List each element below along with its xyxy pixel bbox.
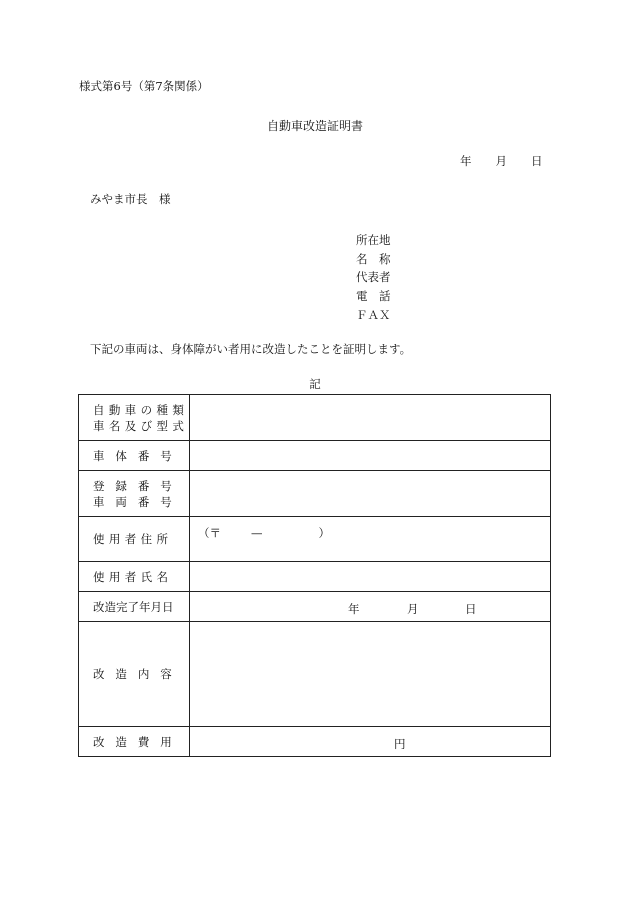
date-day-label: 日 <box>531 154 543 168</box>
postal-open: （〒 <box>198 526 221 540</box>
modification-label-cell <box>79 622 190 727</box>
vehicle-type-label: 自動車の種類 <box>93 402 189 417</box>
body-number-label-cell <box>79 441 190 471</box>
registration-number-label: 登録番号 <box>93 478 183 493</box>
applicant-representative-label: 代表者 <box>356 270 391 285</box>
user-name-label-cell <box>79 562 190 592</box>
registration-number-field[interactable] <box>190 471 551 517</box>
table-row <box>79 562 551 592</box>
user-name-field[interactable] <box>190 562 551 592</box>
modification-field[interactable] <box>190 622 551 727</box>
user-address-field[interactable] <box>190 517 551 562</box>
completion-month-label: 月 <box>407 602 419 616</box>
applicant-phone-label: 電 話 <box>356 289 391 304</box>
date-month-label: 月 <box>495 154 507 168</box>
postal-code-field[interactable] <box>198 525 330 541</box>
cost-field[interactable] <box>190 727 551 757</box>
user-address-label: 使用者住所 <box>93 532 173 546</box>
user-name-label: 使用者氏名 <box>93 569 173 584</box>
table-row <box>79 395 551 441</box>
date-year-label: 年 <box>460 154 472 168</box>
ki-heading: 記 <box>309 377 321 391</box>
table-row <box>79 441 551 471</box>
completion-date-label-cell <box>79 592 190 622</box>
table-row <box>79 517 551 562</box>
vehicle-type-label-cell <box>79 395 190 441</box>
modification-label: 改造内容 <box>93 667 183 681</box>
addressee: みやま市長 様 <box>90 192 171 206</box>
applicant-address-label: 所在地 <box>356 233 391 247</box>
issue-date <box>460 156 543 168</box>
table-row <box>79 622 551 727</box>
form-number: 様式第6号（第7条関係） <box>79 79 209 93</box>
completion-day-label: 日 <box>465 602 477 616</box>
cost-label-cell <box>79 727 190 757</box>
vehicle-number-label: 車両番号 <box>93 494 183 509</box>
body-number-field[interactable] <box>190 441 551 471</box>
yen-label: 円 <box>394 737 406 751</box>
completion-date-label: 改造完了年月日 <box>93 599 174 614</box>
certification-statement: 下記の車両は、身体障がい者用に改造したことを証明します。 <box>90 342 412 356</box>
table-row <box>79 592 551 622</box>
applicant-fax-label: ＦＡＸ <box>356 307 391 322</box>
completion-year-label: 年 <box>348 602 360 616</box>
applicant-block <box>356 231 416 324</box>
vehicle-type-field[interactable] <box>190 395 551 441</box>
document-title: 自動車改造証明書 <box>266 119 363 133</box>
cost-label: 改造費用 <box>93 734 183 749</box>
body-number-label: 車体番号 <box>93 448 183 463</box>
postal-close: ） <box>318 526 330 540</box>
model-label: 車名及び型式 <box>93 418 189 433</box>
completion-date-field[interactable] <box>190 592 551 622</box>
registration-label-cell <box>79 471 190 517</box>
table-row <box>79 471 551 517</box>
postal-dash: — <box>251 526 263 540</box>
applicant-name-label: 名 称 <box>356 251 391 266</box>
user-address-label-cell <box>79 517 190 562</box>
table-row <box>79 727 551 757</box>
vehicle-form-table <box>78 394 551 757</box>
